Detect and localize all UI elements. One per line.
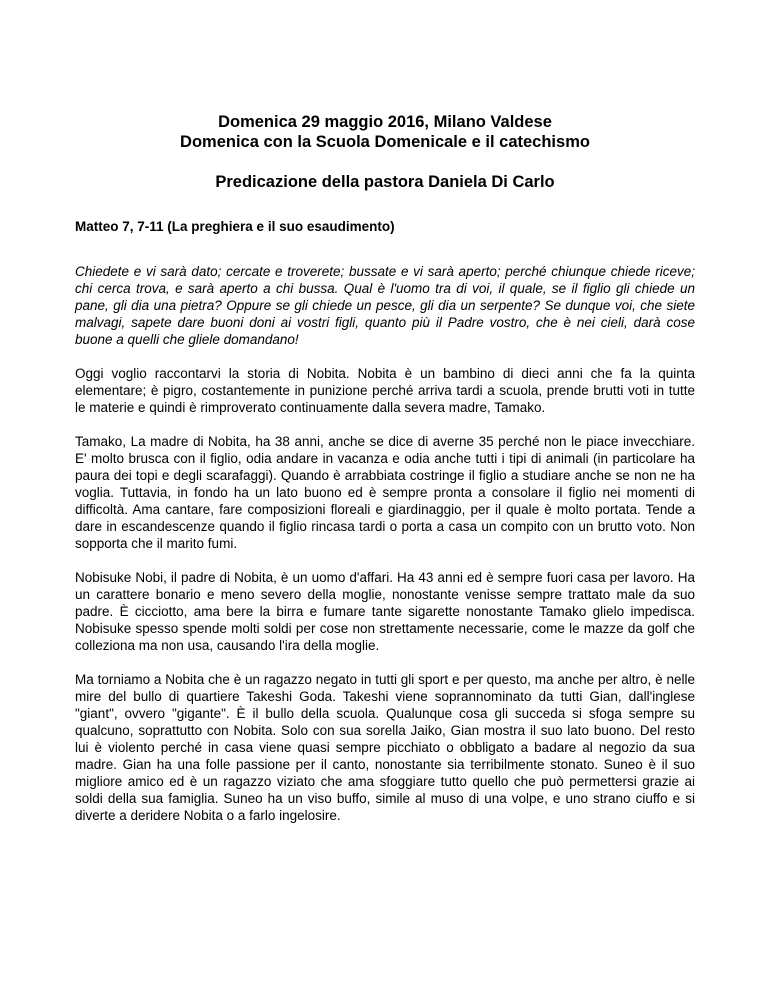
service-heading: Domenica con la Scuola Domenicale e il catechismo [180, 133, 590, 151]
heading-spacer [75, 152, 695, 172]
date-location-heading: Domenica 29 maggio 2016, Milano Valdese [218, 113, 552, 131]
paragraph-gian-suneo: Ma torniamo a Nobita che è un ragazzo negato in tutti gli sport e per questo, ma anche per altro, è nelle mire del bullo di quartiere Takeshi Goda. Takeshi viene soprannominato da tutti Gian, dall'inglese "giant", ovvero "gigante". È il bullo della scuola. Qualunque cosa gli succeda si sfoga sempre su qualcuno, soprattutto con Nobita. Solo con sua sorella Jaiko, Gian mostra il suo lato buono. Del resto lui è violento perché in casa viene quasi sempre picchiato o obbligato a badare al negozio da sua madre. Gian ha una folle passione per il canto, nonostante sia terribilmente stonato. Suneo è il suo migliore amico ed è un ragazzo viziato che ama sfoggiare tutto quello che può permettersi grazie ai soldi della sua famiglia. Suneo ha un viso buffo, simile al muso di una volpe, e uno strano ciuffo e si diverte a deridere Nobita o a farlo ingelosire. [75, 672, 695, 823]
scripture-passage: Chiedete e vi sarà dato; cercate e troverete; bussate e vi sarà aperto; perché chiunque chiede riceve; chi cerca trova, e sarà aperto a chi bussa. Qual è l'uomo tra di voi, il quale, se il figlio gli chiede un pane, gli dia una pietra? Oppure se gli chiede un pesce, gli dia un serpente? Se dunque voi, che siete malvagi, sapete dare buoni doni ai vostri figli, quanto più il Padre vostro, che è nei cieli, darà cose buone a quelli che gliele domandano! [75, 264, 695, 347]
paragraph-nobita: Oggi voglio raccontarvi la storia di Nobita. Nobita è un bambino di dieci anni che fa la quinta elementare; è pigro, costantemente in punizione perché arriva tardi a scuola, prende brutti voti in tutte le materie e quindi è rimproverato continuamente dalla severa madre, Tamako. [75, 366, 695, 415]
reading-reference: Matteo 7, 7-11 (La preghiera e il suo esaudimento) [75, 219, 395, 234]
document-page [75, 112, 695, 824]
paragraph-tamako: Tamako, La madre di Nobita, ha 38 anni, anche se dice di averne 35 perché non le piace invecchiare. E' molto brusca con il figlio, odia andare in vacanza e odia anche tutti i tipi di animali (in particolare ha paura dei topi e degli scarafaggi). Quando è arrabbiata costringe il figlio a studiare anche se non ne ha voglia. Tuttavia, in fondo ha un lato buono ed è sempre pronta a consolare il figlio nei momenti di difficoltà. Ama cantare, fare composizioni floreali e giardinaggio, per il quale è molto portata. Tende a dare in escandescenze quando il figlio rincasa tardi o porta a casa un compito con un brutto voto. Non sopporta che il marito fumi. [75, 434, 695, 551]
sermon-title: Predicazione della pastora Daniela Di Carlo [215, 173, 555, 191]
paragraph-nobisuke: Nobisuke Nobi, il padre di Nobita, è un uomo d'affari. Ha 43 anni ed è sempre fuori casa per lavoro. Ha un carattere bonario e meno severo della moglie, nonostante venisse sempre trattato male da suo padre. È cicciotto, ama bere la birra e fumare tante sigarette nonostante Tamako glielo impedisca. Nobisuke spesso spende molti soldi per cose non strettamente necessarie, come le mazze da golf che colleziona ma non usa, causando l'ira della moglie. [75, 570, 695, 653]
